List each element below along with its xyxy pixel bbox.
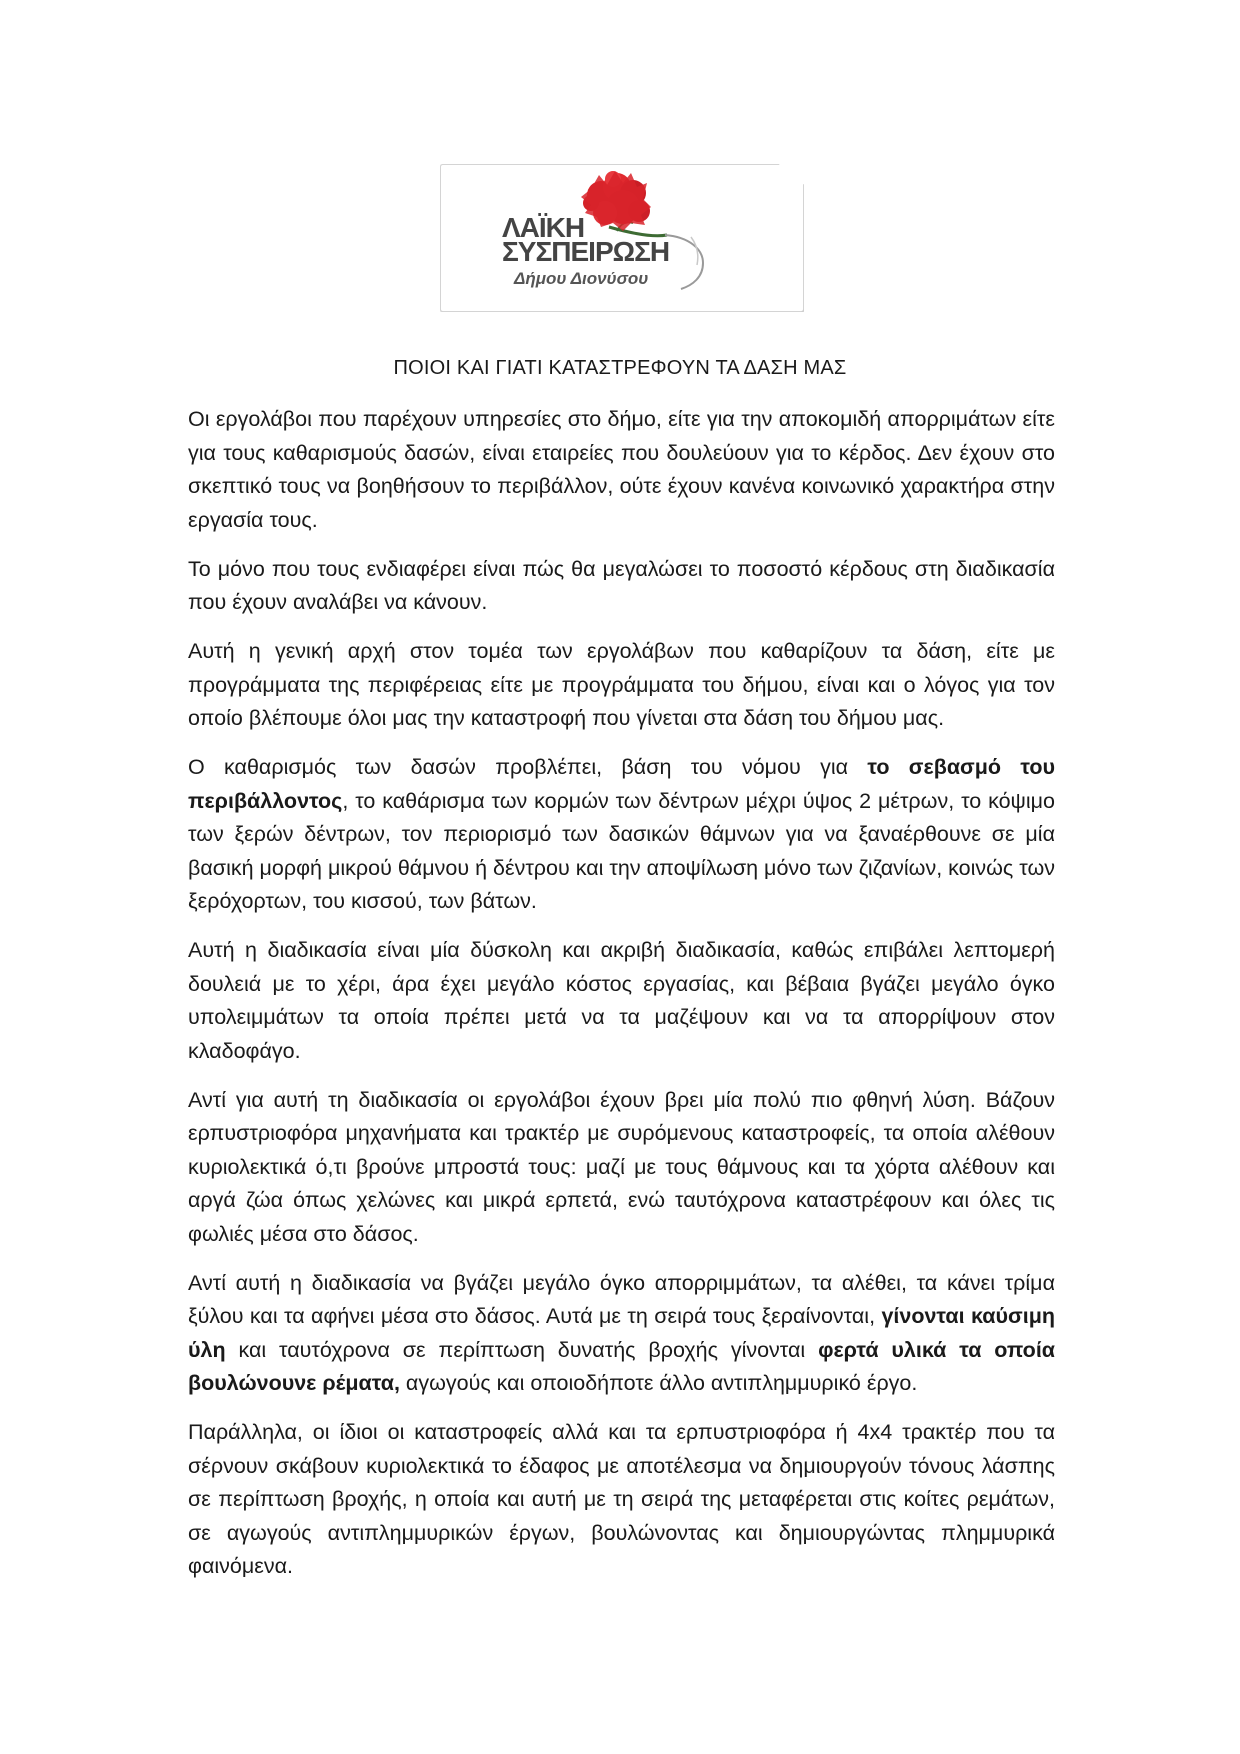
paragraph-5: Αυτή η διαδικασία είναι μία δύσκολη και ακριβή διαδικασία, καθώς επιβάλει λεπτομερή δουλειά με το χέρι, άρα έχει μεγάλο κόστος εργασίας, και βέβαια βγάζει μεγάλο όγκο υπολειμμάτων τα οποία πρέπει μετά να τα μαζέψουν και να τα απορρίψουν στον κλαδοφάγο.: [188, 938, 1055, 1063]
paragraph-4-bold: το σεβασμό του περιβάλλοντος: [188, 755, 1055, 813]
logo: [440, 164, 804, 312]
document-title: ΠΟΙΟΙ ΚΑΙ ΓΙΑΤΙ ΚΑΤΑΣΤΡΕΦΟΥΝ ΤΑ ΔΑΣΗ ΜΑΣ: [393, 357, 847, 379]
logo-line-1: ΛΑΪΚΗ: [502, 212, 585, 243]
document-body: [188, 403, 1055, 1599]
paragraph-4: [188, 751, 1055, 919]
paragraph-4-text-a: Ο καθαρισμός των δασών προβλέπει, βάση του νόμου για: [188, 755, 868, 779]
paragraph-7-text-a: Αντί αυτή η διαδικασία να βγάζει μεγάλο όγκο απορριμμάτων, τα αλέθει, τα κάνει τρίμα ξύλου και τα αφήνει μέσα στο δάσος. Αυτά με τη σειρά τους ξεραίνονται,: [188, 1270, 1055, 1328]
paragraph-7-text-e: αγωγούς και οποιοδήποτε άλλο αντιπλημμυρικό έργο.: [399, 1371, 918, 1395]
logo-graphic: [441, 165, 803, 311]
paragraph-7-bold-1: γίνονται καύσιμη ύλη: [188, 1304, 1055, 1362]
paragraph-6: Αντί για αυτή τη διαδικασία οι εργολάβοι έχουν βρει μία πολύ πιο φθηνή λύση. Βάζουν ερπυστριοφόρα μηχανήματα και τρακτέρ με συρόμενους καταστροφείς, τα οποία αλέθουν κυριολεκτικά ό,τι βρούνε μπροστά τους: μαζί με τους θάμνους και τα χόρτα αλέθουν και αργά ζώα όπως χελώνες και μικρά ερπετά, ενώ ταυτόχρονα καταστρέφουν και όλες τις φωλιές μέσα στο δάσος.: [188, 1087, 1055, 1246]
paragraph-8: Παράλληλα, οι ίδιοι οι καταστροφείς αλλά και τα ερπυστριοφόρα ή 4x4 τρακτέρ που τα σέρνουν σκάβουν κυριολεκτικά το έδαφος με αποτέλεσμα να δημιουργούν τόνους λάσπης σε περίπτωση βροχής, η οποία και αυτή με τη σειρά της μεταφέρεται στις κοίτες ρεμάτων, σε αγωγούς αντιπλημμυρικών έργων, βουλώνοντας και δημιουργώντας πλημμυρικά φαινόμενα.: [188, 1420, 1055, 1578]
paragraph-7: [188, 1267, 1055, 1401]
paragraph-4-text-c: , το καθάρισμα των κορμών των δέντρων μέχρι ύψος 2 μέτρων, το κόψιμο των ξερών δέντρων, τον περιορισμό των δασικών θάμνων για να ξαναέρθουνε σε μία βασική μορφή μικρού θάμνου ή δέντρου και την αποψίλωση μόνο των ζιζανίων, κοινώς των ξερόχορτων, του κισσού, των βάτων.: [188, 788, 1055, 913]
paragraph-2: Το μόνο που τους ενδιαφέρει είναι πώς θα μεγαλώσει το ποσοστό κέρδους στη διαδικασία που έχουν αναλάβει να κάνουν.: [188, 556, 1055, 614]
paragraph-1: Οι εργολάβοι που παρέχουν υπηρεσίες στο δήμο, είτε για την αποκομιδή απορριμάτων είτε για τους καθαρισμούς δασών, είναι εταιρείες που δουλεύουν για το κέρδος. Δεν έχουν στο σκεπτικό τους να βοηθήσουν το περιβάλλον, ούτε έχουν κανένα κοινωνικό χαρακτήρα στην εργασία τους.: [188, 407, 1055, 532]
paragraph-7-bold-2: φερτά υλικά τα οποία βουλώνουνε ρέματα,: [188, 1337, 1056, 1395]
logo-line-3: Δήμου Διονύσου: [514, 269, 649, 288]
paragraph-7-text-c: και ταυτόχρονα σε περίπτωση δυνατής βροχής γίνονται: [225, 1337, 819, 1362]
paragraph-3: Αυτή η γενική αρχή στον τομέα των εργολάβων που καθαρίζουν τα δάση, είτε με προγράμματα της περιφέρειας είτε με προγράμματα του δήμου, είναι και ο λόγος για τον οποίο βλέπουμε όλοι μας την καταστροφή που γίνεται στα δάση του δήμου μας.: [188, 639, 1055, 730]
logo-line-2: ΣΥΣΠΕΙΡΩΣΗ: [502, 236, 670, 267]
